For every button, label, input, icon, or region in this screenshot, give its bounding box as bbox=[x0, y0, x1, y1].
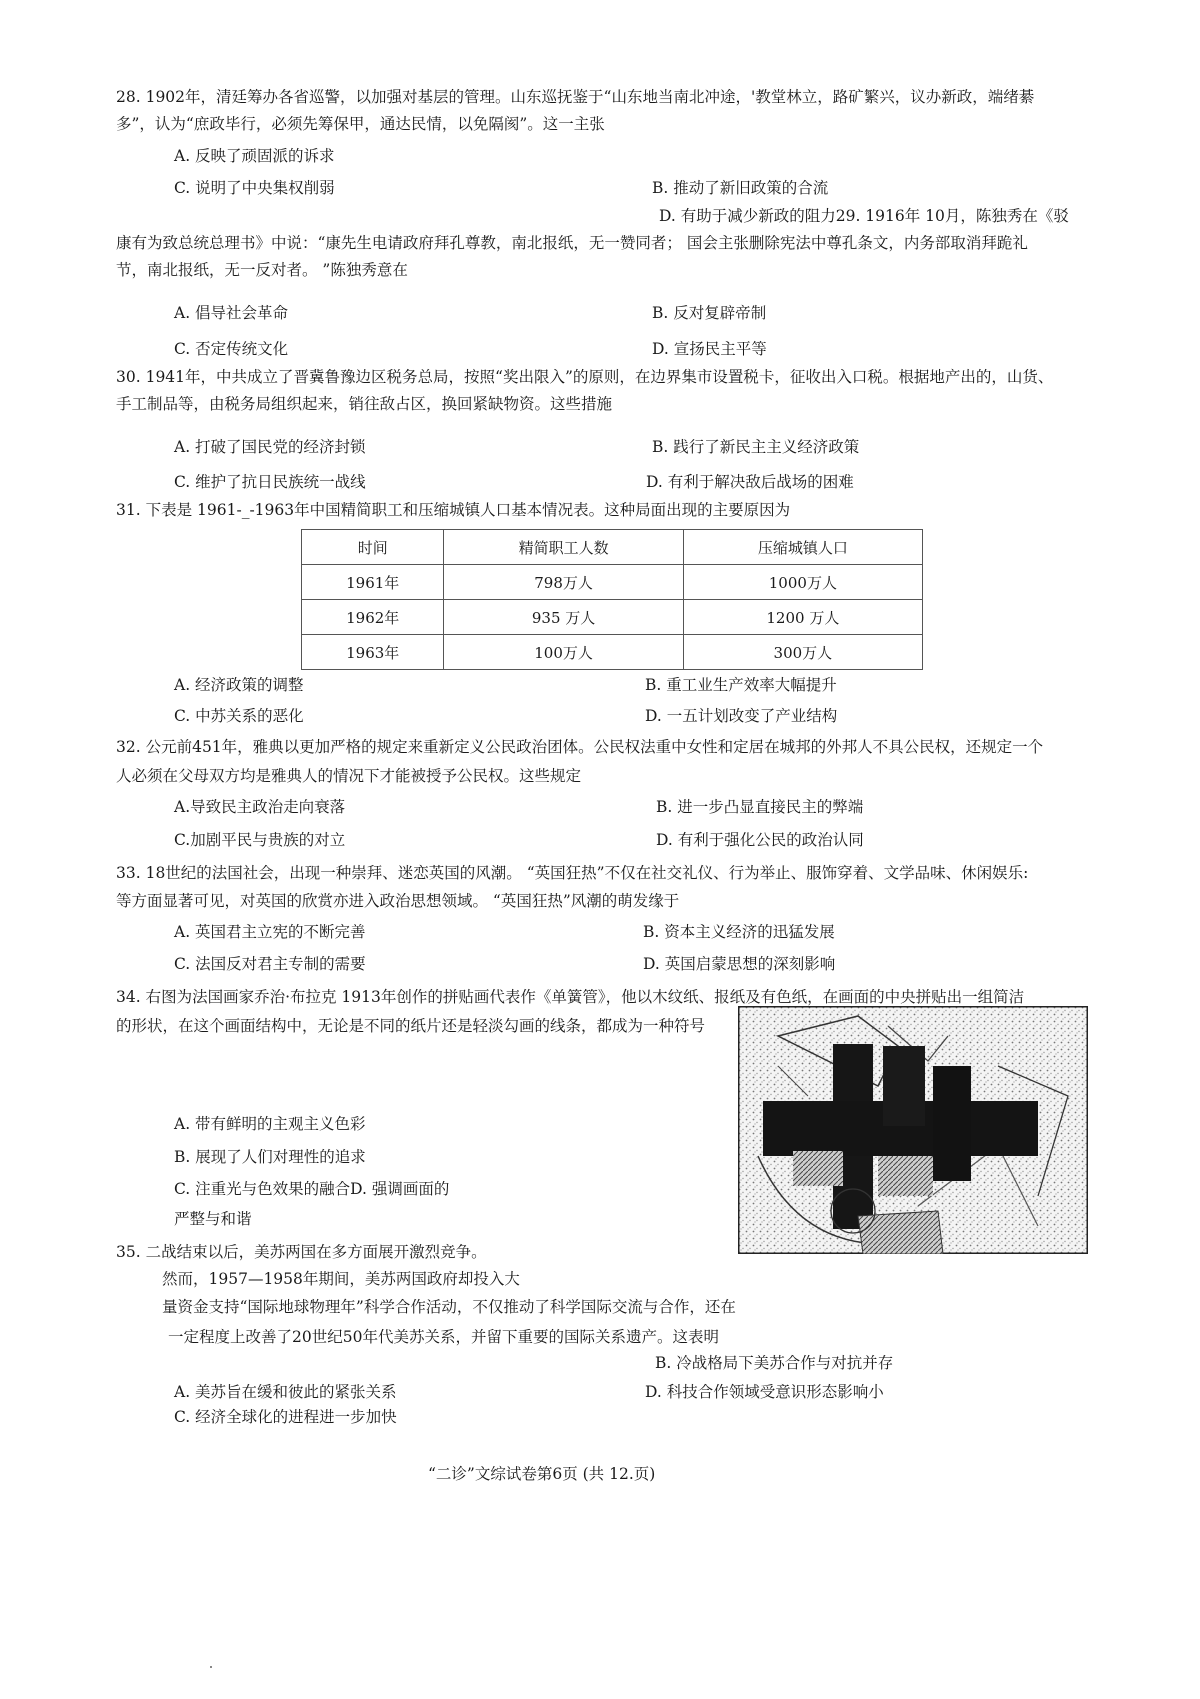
q30-option-b: B. 践行了新民主主义经济政策 bbox=[652, 438, 860, 456]
q29-option-d: D. 宣扬民主平等 bbox=[652, 340, 767, 358]
q33-option-b: B. 资本主义经济的迅猛发展 bbox=[643, 923, 835, 941]
table-header-cell: 精简职工人数 bbox=[444, 530, 683, 565]
q35-stem-line2: 然而，1957—1958年期间，美苏两国政府却投入大 bbox=[162, 1270, 520, 1288]
table-cell: 300万人 bbox=[683, 635, 922, 670]
table-cell: 935 万人 bbox=[444, 600, 683, 635]
q31-option-d: D. 一五计划改变了产业结构 bbox=[645, 707, 838, 725]
q32-option-a: A.导致民主政治走向衰落 bbox=[174, 798, 346, 816]
table-header-cell: 时间 bbox=[302, 530, 444, 565]
q34-stem-line2: 的形状，在这个画面结构中，无论是不同的纸片还是轻淡勾画的线条，都成为一种符号 bbox=[116, 1017, 706, 1035]
q29-option-c: C. 否定传统文化 bbox=[174, 340, 289, 358]
q31-data-table bbox=[301, 529, 923, 670]
q30-stem-line1: 30. 1941年，中共成立了晋冀鲁豫边区税务总局，按照“奖出限入”的原则，在边界集市设置税卡，征收出入口税。根据地产出的，山货、 bbox=[116, 368, 1054, 386]
q30-option-d: D. 有利于解决敌后战场的困难 bbox=[646, 473, 854, 491]
table-row bbox=[302, 565, 923, 600]
page-footer: “二诊”文综试卷第6页 (共 12.页) bbox=[428, 1465, 656, 1483]
q35-option-a: A. 美苏旨在缓和彼此的紧张关系 bbox=[174, 1383, 397, 1401]
table-row bbox=[302, 635, 923, 670]
q31-option-c: C. 中苏关系的恶化 bbox=[174, 707, 304, 725]
q33-stem-line1: 33. 18世纪的法国社会，出现一种崇拜、迷恋英国的风潮。 “英国狂热”不仅在社交礼仪、行为举止、服饰穿着、文学品味、休闲娱乐: bbox=[116, 864, 1029, 882]
q29-stem-line2: 康有为致总统总理书》中说：“康先生电请政府拜孔尊教，南北报纸，无一赞同者； 国会主张删除宪法中尊孔条文，内务部取消拜跪礼 bbox=[116, 234, 1028, 252]
table-cell: 798万人 bbox=[444, 565, 683, 600]
q28-option-d-q29-start: D. 有助于减少新政的阻力29. 1916年 10月，陈独秀在《驳 bbox=[659, 207, 1069, 225]
table-cell: 1961年 bbox=[302, 565, 444, 600]
q35-stem-line1: 35. 二战结束以后，美苏两国在多方面展开激烈竞争。 bbox=[116, 1243, 487, 1261]
scan-speck bbox=[210, 1666, 212, 1668]
q32-stem-line1: 32. 公元前451年，雅典以更加严格的规定来重新定义公民政治团体。公民权法重中女性和定居在城邦的外邦人不具公民权，还规定一个 bbox=[116, 738, 1044, 756]
q32-option-c: C.加剧平民与贵族的对立 bbox=[174, 831, 346, 849]
table-cell: 1200 万人 bbox=[683, 600, 922, 635]
q28-stem-line1: 28. 1902年，清廷筹办各省巡警，以加强对基层的管理。山东巡抚鉴于“山东地当南北冲途，'教堂林立，路矿繁兴，议办新政，端绪綦 bbox=[116, 88, 1035, 106]
table-cell: 1963年 bbox=[302, 635, 444, 670]
q28-option-a: A. 反映了顽固派的诉求 bbox=[174, 147, 335, 165]
q28-option-c: C. 说明了中央集权削弱 bbox=[174, 179, 335, 197]
q31-option-b: B. 重工业生产效率大幅提升 bbox=[645, 676, 837, 694]
q32-stem-line2: 人必须在父母双方均是雅典人的情况下才能被授予公民权。这些规定 bbox=[116, 767, 582, 785]
q34-option-c-d: C. 注重光与色效果的融合D. 强调画面的 bbox=[174, 1180, 450, 1198]
q33-stem-line2: 等方面显著可见，对英国的欣赏亦进入政治思想领域。 “英国狂热”风潮的萌发缘于 bbox=[116, 892, 680, 910]
q35-stem-line3: 量资金支持“国际地球物理年”科学合作活动，不仅推动了科学国际交流与合作，还在 bbox=[162, 1298, 736, 1316]
table-cell: 1962年 bbox=[302, 600, 444, 635]
q28-option-b: B. 推动了新旧政策的合流 bbox=[652, 179, 829, 197]
q31-stem: 31. 下表是 1961-_-1963年中国精简职工和压缩城镇人口基本情况表。这种局面出现的主要原因为 bbox=[116, 501, 791, 519]
q33-option-d: D. 英国启蒙思想的深刻影响 bbox=[643, 955, 836, 973]
q34-option-d-cont: 严整与和谐 bbox=[174, 1210, 252, 1228]
q30-option-c: C. 维护了抗日民族统一战线 bbox=[174, 473, 366, 491]
table-header-cell: 压缩城镇人口 bbox=[683, 530, 922, 565]
collage-painting-image bbox=[738, 1006, 1088, 1254]
q33-option-a: A. 英国君主立宪的不断完善 bbox=[174, 923, 366, 941]
q34-stem-line1: 34. 右图为法国画家乔治·布拉克 1913年创作的拼贴画代表作《单簧管》，他以木纹纸、报纸及有色纸，在画面的中央拼贴出一组简洁 bbox=[116, 988, 1025, 1006]
q29-option-a: A. 倡导社会革命 bbox=[174, 304, 289, 322]
q35-stem-line4: 一定程度上改善了20世纪50年代美苏关系，并留下重要的国际关系遗产。这表明 bbox=[168, 1328, 719, 1346]
table-cell: 1000万人 bbox=[683, 565, 922, 600]
q35-option-c: C. 经济全球化的进程进一步加快 bbox=[174, 1408, 397, 1426]
q32-option-b: B. 进一步凸显直接民主的弊端 bbox=[656, 798, 864, 816]
table-cell: 100万人 bbox=[444, 635, 683, 670]
q35-option-d: D. 科技合作领域受意识形态影响小 bbox=[645, 1383, 884, 1401]
q32-option-d: D. 有利于强化公民的政治认同 bbox=[656, 831, 864, 849]
q34-option-a: A. 带有鲜明的主观主义色彩 bbox=[174, 1115, 366, 1133]
q34-option-b: B. 展现了人们对理性的追求 bbox=[174, 1148, 366, 1166]
q30-stem-line2: 手工制品等，由税务局组织起来，销往敌占区，换回紧缺物资。这些措施 bbox=[116, 395, 613, 413]
q28-stem-line2: 多”，认为“庶政毕行，必须先筹保甲，通达民情，以免隔阂”。这一主张 bbox=[116, 115, 605, 133]
q35-option-b: B. 冷战格局下美苏合作与对抗并存 bbox=[655, 1354, 894, 1372]
q29-option-b: B. 反对复辟帝制 bbox=[652, 304, 767, 322]
q30-option-a: A. 打破了国民党的经济封锁 bbox=[174, 438, 366, 456]
q31-option-a: A. 经济政策的调整 bbox=[174, 676, 304, 694]
table-header-row bbox=[302, 530, 923, 565]
table-row bbox=[302, 600, 923, 635]
q33-option-c: C. 法国反对君主专制的需要 bbox=[174, 955, 366, 973]
q29-stem-line3: 节，南北报纸，无一反对者。 ”陈独秀意在 bbox=[116, 261, 408, 279]
